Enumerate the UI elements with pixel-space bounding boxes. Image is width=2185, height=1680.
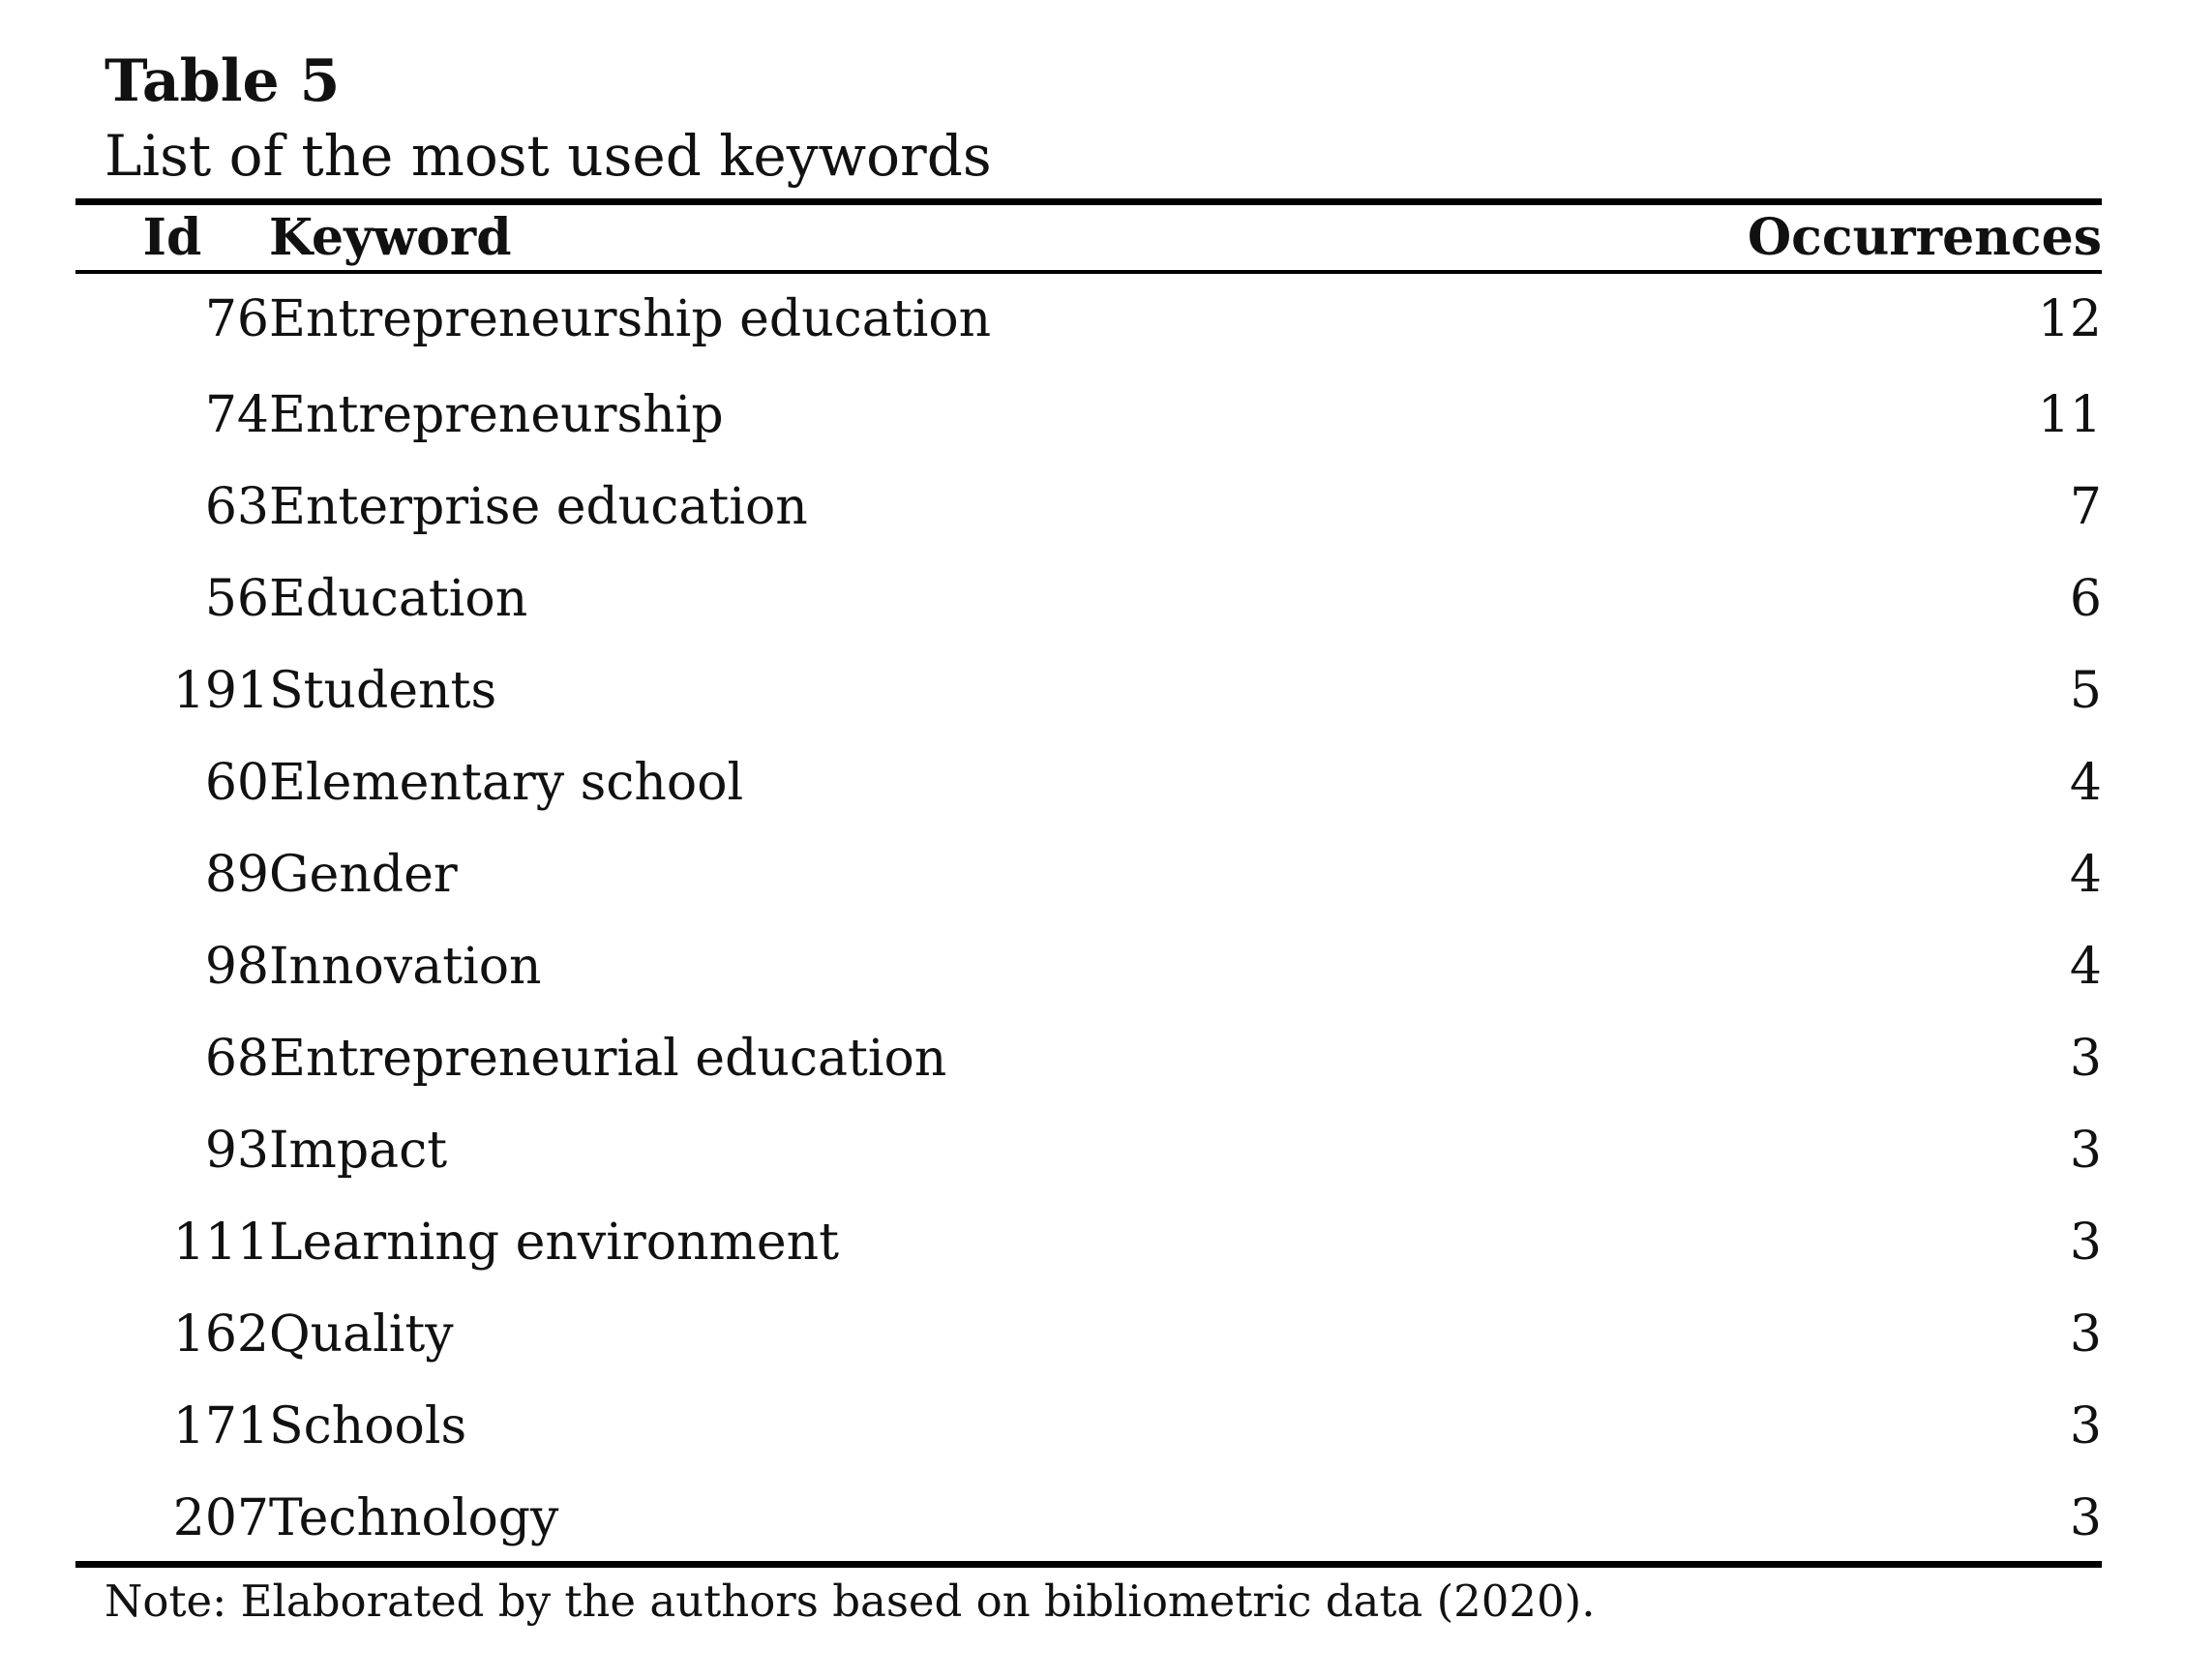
cell-occurrences: 3 (2069, 1213, 2102, 1272)
header-occurrences: Occurrences (1747, 208, 2102, 267)
table-row (75, 920, 2102, 1012)
cell-id: 111 (172, 1213, 269, 1272)
header-keyword: Keyword (269, 208, 512, 267)
cell-keyword: Elementary school (269, 753, 744, 812)
cell-keyword: Enterprise education (269, 477, 808, 536)
table-header-row (75, 205, 2102, 270)
cell-id: 68 (204, 1029, 269, 1088)
cell-id: 171 (172, 1396, 269, 1455)
table-row (75, 736, 2102, 828)
cell-occurrences: 5 (2069, 661, 2102, 720)
cell-occurrences: 7 (2069, 477, 2102, 536)
cell-id: 63 (204, 477, 269, 536)
header-id: Id (142, 208, 202, 267)
table-row (75, 553, 2102, 645)
cell-keyword: Quality (269, 1305, 454, 1364)
cell-id: 89 (204, 845, 269, 904)
cell-id: 207 (172, 1488, 269, 1547)
table-row (75, 369, 2102, 461)
cell-occurrences: 3 (2069, 1121, 2102, 1180)
table-row (75, 1380, 2102, 1472)
keywords-table (75, 205, 2102, 1564)
cell-keyword: Entrepreneurial education (269, 1029, 947, 1088)
cell-keyword: Entrepreneurship education (269, 290, 992, 348)
cell-id: 98 (204, 937, 269, 996)
cell-keyword: Innovation (269, 937, 542, 996)
cell-occurrences: 12 (2037, 290, 2102, 348)
cell-occurrences: 4 (2069, 753, 2102, 812)
cell-occurrences: 3 (2069, 1396, 2102, 1455)
cell-occurrences: 11 (2037, 385, 2102, 444)
table-row (75, 1196, 2102, 1288)
cell-keyword: Entrepreneurship (269, 385, 724, 444)
cell-id: 93 (204, 1121, 269, 1180)
cell-id: 56 (204, 569, 269, 628)
cell-id: 162 (172, 1305, 269, 1364)
cell-keyword: Learning environment (269, 1213, 839, 1272)
cell-occurrences: 6 (2069, 569, 2102, 628)
table-row (75, 1472, 2102, 1564)
table-caption: List of the most used keywords (105, 123, 992, 189)
cell-keyword: Technology (269, 1488, 559, 1547)
cell-keyword: Gender (269, 845, 458, 904)
cell-keyword: Impact (269, 1121, 448, 1180)
cell-id: 60 (204, 753, 269, 812)
table-row (75, 828, 2102, 920)
cell-occurrences: 3 (2069, 1488, 2102, 1547)
table-row (75, 1012, 2102, 1104)
table-label: Table 5 (105, 47, 341, 115)
table-row (75, 645, 2102, 736)
cell-occurrences: 3 (2069, 1305, 2102, 1364)
cell-keyword: Schools (269, 1396, 467, 1455)
table-row (75, 270, 2102, 369)
cell-keyword: Education (269, 569, 528, 628)
table-row (75, 461, 2102, 553)
cell-occurrences: 3 (2069, 1029, 2102, 1088)
cell-id: 191 (172, 661, 269, 720)
cell-occurrences: 4 (2069, 937, 2102, 996)
cell-occurrences: 4 (2069, 845, 2102, 904)
top-rule (75, 198, 2102, 205)
table-row (75, 1288, 2102, 1380)
table-note: Note: Elaborated by the authors based on bibliometric data (2020). (105, 1575, 1596, 1627)
cell-id: 76 (204, 290, 269, 348)
cell-keyword: Students (269, 661, 497, 720)
cell-id: 74 (204, 385, 269, 444)
table-row (75, 1104, 2102, 1196)
